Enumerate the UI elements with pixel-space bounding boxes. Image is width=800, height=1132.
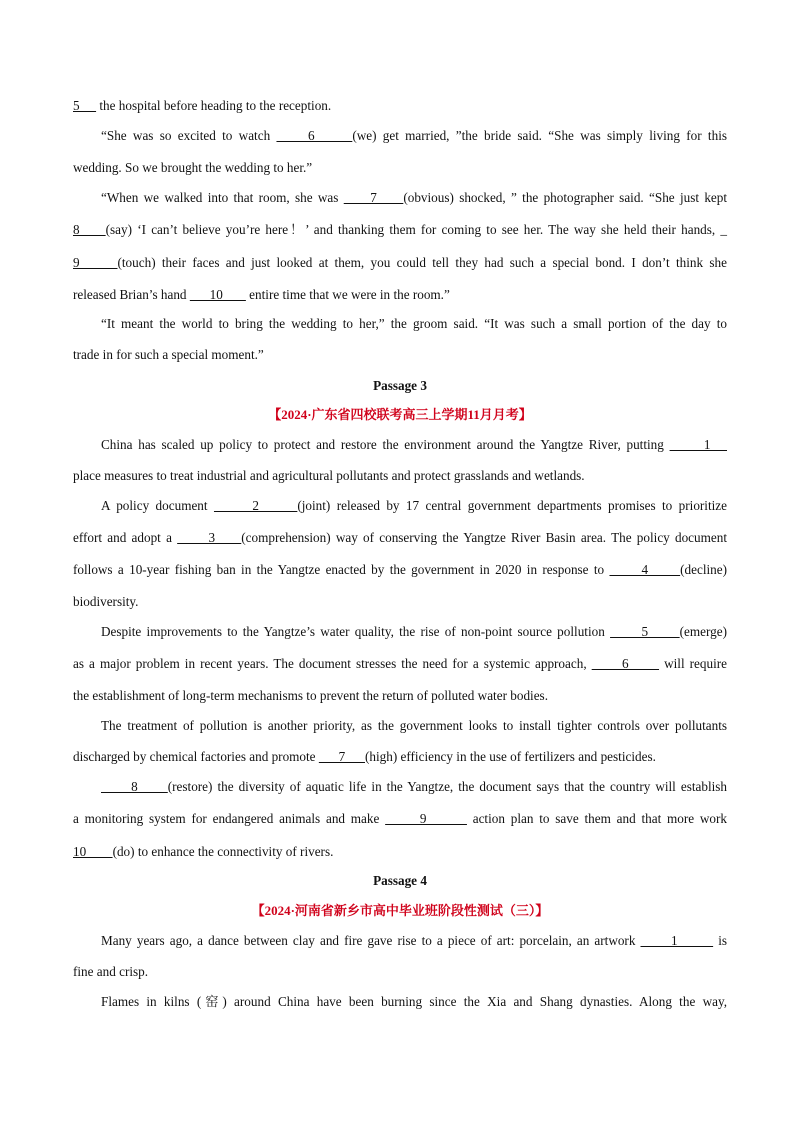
text-line: released Brian’s hand 10 entire time that we were in the room.” [73, 287, 450, 302]
answer-blank[interactable]: 5 [610, 624, 680, 639]
answer-blank[interactable]: 7 [318, 749, 365, 764]
answer-blank[interactable]: 4 [609, 562, 681, 577]
answer-blank[interactable]: 6 [276, 128, 353, 143]
text-line: a monitoring system for endangered animals and make 9 action plan to save them and that more work [73, 811, 727, 826]
answer-blank[interactable]: 10 [189, 287, 246, 302]
answer-blank[interactable]: 3 [177, 530, 242, 545]
text-line: biodiversity. [73, 594, 139, 609]
text-line: place measures to treat industrial and agricultural pollutants and protect grasslands and wetlands. [73, 468, 585, 483]
passage-heading: Passage 3 [373, 378, 427, 393]
passage-heading: Passage 4 [373, 873, 427, 888]
answer-blank[interactable]: 10 [73, 844, 113, 859]
answer-blank[interactable]: 9 [385, 811, 467, 826]
text-line: China has scaled up policy to protect and restore the environment around the Yangtze River, putting 1 [101, 437, 727, 452]
answer-blank[interactable]: 6 [591, 656, 660, 671]
text-line: Despite improvements to the Yangtze’s water quality, the rise of non-point source pollution 5 (emerge) [101, 624, 727, 639]
text-line: Many years ago, a dance between clay and fire gave rise to a piece of art: porcelain, an artwork 1 is [101, 933, 727, 948]
source-citation: 【2024·广东省四校联考高三上学期11月月考】 [268, 407, 532, 422]
text-line: 8 (restore) the diversity of aquatic life in the Yangtze, the document says that the country will establish [101, 779, 727, 794]
answer-blank[interactable]: 1 [669, 437, 727, 452]
text-line: 8 (say) ‘I can’t believe you’re here！’ and thanking them for coming to see her. The way she held their hands, _ [73, 222, 728, 237]
text-line: trade in for such a special moment.” [73, 347, 264, 362]
text-line: 10 (do) to enhance the connectivity of rivers. [73, 844, 334, 859]
answer-blank[interactable]: 8 [73, 222, 106, 237]
source-citation: 【2024·河南省新乡市高中毕业班阶段性测试（三）】 [251, 903, 549, 918]
text-line: 9 (touch) their faces and just looked at them, you could tell they had such a special bond. I don’t think she [73, 255, 727, 270]
text-line: “It meant the world to bring the wedding to her,” the groom said. “It was such a small portion of the day to [101, 316, 727, 331]
text-line: the establishment of long-term mechanisms to prevent the return of polluted water bodies. [73, 688, 548, 703]
text-line: 5 the hospital before heading to the reception. [73, 98, 332, 113]
text-line: as a major problem in recent years. The document stresses the need for a systemic approach, 6 will require [73, 656, 728, 671]
text-line: “When we walked into that room, she was 7 (obvious) shocked, ” the photographer said. “She just kept [101, 190, 728, 205]
text-line: discharged by chemical factories and promote 7 (high) efficiency in the use of fertilizers and pesticides. [73, 749, 656, 764]
text-line: “She was so excited to watch 6 (we) get married, ”the bride said. “She was simply living for this [101, 128, 727, 143]
answer-blank[interactable]: 5 [73, 98, 97, 113]
text-line: effort and adopt a 3 (comprehension) way of conserving the Yangtze River Basin area. The policy document [73, 530, 727, 545]
text-line: A policy document 2 (joint) released by 17 central government departments promises to prioritize [101, 498, 728, 513]
text-line: Flames in kilns (窑) around China have been burning since the Xia and Shang dynasties. Along the way, [101, 994, 727, 1009]
answer-blank[interactable]: 7 [343, 190, 404, 205]
text-line: wedding. So we brought the wedding to her.” [73, 160, 313, 175]
text-line: fine and crisp. [73, 964, 149, 979]
answer-blank[interactable]: 8 [101, 779, 168, 794]
answer-blank[interactable]: 1 [640, 933, 714, 948]
answer-blank[interactable]: 9 [73, 255, 118, 270]
text-line: The treatment of pollution is another priority, as the government looks to install tighter controls over pollutants [101, 718, 727, 733]
text-line: follows a 10-year fishing ban in the Yangtze enacted by the government in 2020 in response to 4 (decline) [73, 562, 727, 577]
answer-blank[interactable]: 2 [213, 498, 298, 513]
